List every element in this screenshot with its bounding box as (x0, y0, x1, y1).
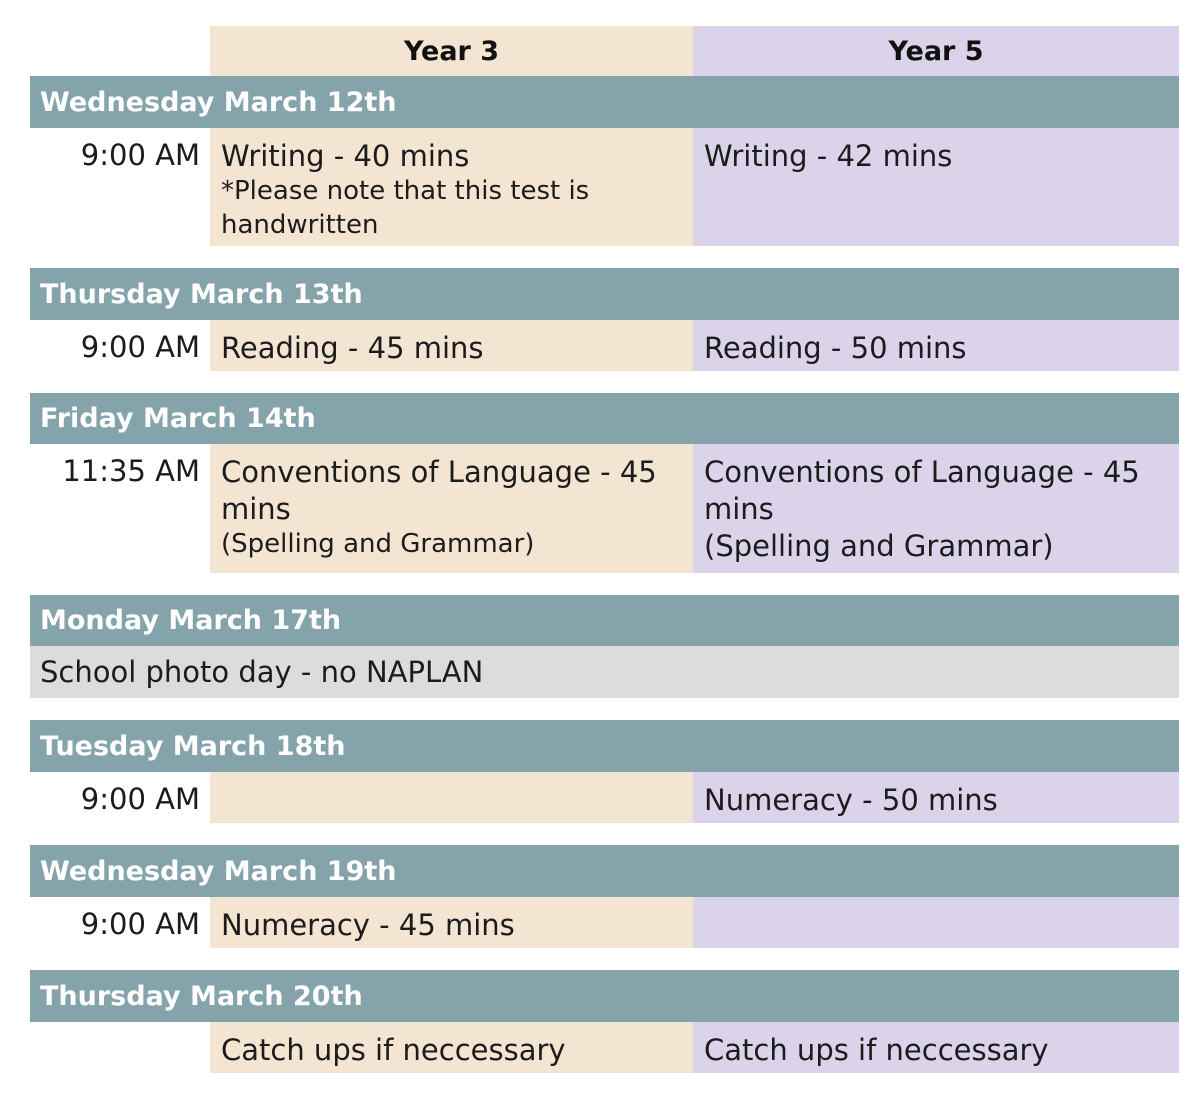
session-title: Conventions of Language - 45 mins (704, 455, 1140, 526)
session-time: 9:00 AM (80, 782, 200, 816)
session-time: 9:00 AM (80, 138, 200, 172)
session-time (30, 1022, 210, 1073)
session-title: Reading - 50 mins (704, 331, 967, 365)
column-header-year5: Year 5 (693, 26, 1179, 76)
year5-session (693, 772, 1179, 823)
day-heading: Monday March 17th (30, 595, 1179, 646)
session-time: 11:35 AM (62, 454, 200, 488)
year5-session (693, 444, 1179, 573)
day-heading: Friday March 14th (30, 393, 1179, 444)
year3-session (210, 320, 693, 371)
column-header-year3: Year 3 (210, 26, 693, 76)
day-heading: Thursday March 13th (30, 268, 1179, 320)
day-heading: Wednesday March 12th (30, 76, 1179, 128)
session-title: Writing - 40 mins (221, 139, 470, 173)
session-time: 9:00 AM (80, 907, 200, 941)
session-note: (Spelling and Grammar) (704, 528, 1054, 563)
session-time: 9:00 AM (80, 330, 200, 364)
day-heading: Tuesday March 18th (30, 720, 1179, 772)
session-title: Catch ups if neccessary (704, 1033, 1049, 1067)
session-note: (Spelling and Grammar) (221, 528, 535, 559)
session-note: *Please note that this test is handwritten (221, 175, 590, 240)
session-title: Reading - 45 mins (221, 331, 484, 365)
day-heading: Wednesday March 19th (30, 845, 1179, 897)
session-title: Catch ups if neccessary (221, 1033, 566, 1067)
day-heading: Thursday March 20th (30, 970, 1179, 1022)
session-title: Numeracy - 50 mins (704, 783, 998, 817)
year5-session (693, 320, 1179, 371)
year3-session (210, 897, 693, 948)
year5-session (693, 897, 1179, 948)
session-title: Writing - 42 mins (704, 139, 953, 173)
year5-session (693, 128, 1179, 246)
year5-session (693, 1022, 1179, 1073)
year3-session (210, 772, 693, 823)
session-title: Numeracy - 45 mins (221, 908, 515, 942)
full-row-notice: School photo day - no NAPLAN (30, 646, 1179, 698)
year3-session (210, 1022, 693, 1073)
year3-session (210, 444, 693, 573)
year3-session (210, 128, 693, 246)
session-title: Conventions of Language - 45 mins (221, 455, 657, 526)
